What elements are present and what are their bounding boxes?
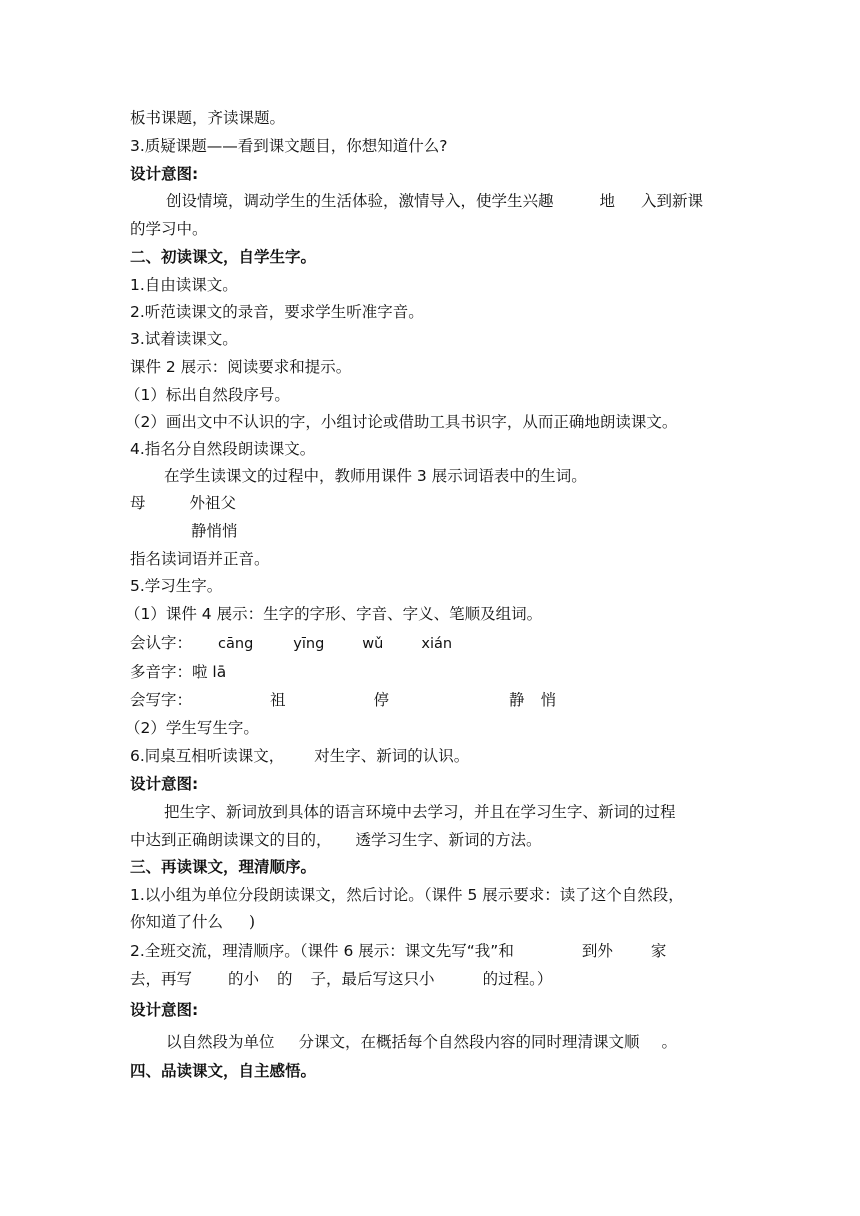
text-line: 2.听范读课文的录音，要求学生听准字音。 (130, 303, 424, 321)
section-heading: 四、品读课文，自主感悟。 (130, 1062, 317, 1080)
text-fragment: 入到新课 (641, 192, 704, 210)
text-fragment: 到外 (581, 942, 613, 960)
text-line: 在学生读课文的过程中，教师用课件 3 展示词语表中的生词。 (164, 467, 587, 485)
write-char: 悄 (540, 691, 557, 709)
text-fragment: 以自然段为单位 (166, 1033, 275, 1051)
section-label: 设计意图: (130, 775, 199, 793)
text-fragment: 2.全班交流，理清顺序。（课件 6 展示：课文先写“我”和 (130, 942, 514, 960)
pinyin: cāng (218, 636, 254, 652)
text-fragment: 的过程。） (482, 970, 553, 988)
pinyin: yīng (293, 636, 325, 652)
text-fragment: 地 (599, 192, 616, 210)
text-line (130, 969, 552, 989)
text-line (166, 1032, 677, 1052)
text-fragment: 子，最后写这只小 (310, 970, 435, 988)
text-line: 1.以小组为单位分段朗读课文，然后讨论。（课件 5 展示要求：读了这个自然段， (130, 886, 684, 904)
text-fragment: 透学习生字、新词的方法。 (355, 831, 542, 849)
text-line: 板书课题，齐读课题。 (130, 109, 286, 127)
text-line: 1.自由读课文。 (130, 276, 238, 294)
section-label: 设计意图: (130, 1001, 199, 1019)
text-line: 指名读词语并正音。 (130, 550, 270, 568)
text-line: （1）课件 4 展示：生字的字形、字音、字义、笔顺及组词。 (125, 605, 543, 623)
row-label: 会写字： (130, 691, 193, 709)
recognize-chars-row (130, 633, 452, 654)
text-fragment: 家 (650, 942, 667, 960)
section-heading: 三、再读课文，理清顺序。 (130, 858, 317, 876)
text-line: 3.质疑课题——看到课文题目，你想知道什么? (130, 137, 448, 155)
text-fragment: ) (249, 913, 256, 931)
write-char: 祖 (270, 691, 286, 709)
text-line: （2）学生写生字。 (125, 719, 259, 737)
text-line: 把生字、新词放到具体的语言环境中去学习，并且在学习生字、新词的过程 (164, 803, 676, 821)
write-char: 停 (373, 691, 390, 709)
text-line (130, 746, 469, 766)
pinyin: wǔ (362, 636, 384, 652)
word-item: 母 (130, 494, 146, 512)
text-fragment: 你知道了什么 (130, 913, 224, 931)
text-fragment: 。 (661, 1033, 678, 1051)
text-line: 3.试着读课文。 (130, 330, 238, 348)
text-line: 4.指名分自然段朗读课文。 (130, 440, 316, 458)
text-fragment: 的小 (228, 970, 260, 988)
text-line (130, 830, 542, 850)
write-chars-row (130, 690, 556, 710)
row-label: 会认字： (130, 634, 193, 652)
text-line (130, 941, 666, 961)
text-line: 课件 2 展示：阅读要求和提示。 (130, 358, 352, 376)
text-line: （1）标出自然段序号。 (125, 386, 290, 404)
text-fragment: 中达到正确朗读课文的目的， (130, 831, 332, 849)
text-fragment: 6.同桌互相听读课文， (130, 747, 285, 765)
text-fragment: 的 (277, 970, 293, 988)
write-char: 静 (509, 691, 525, 709)
text-line: 5.学习生字。 (130, 577, 223, 595)
text-line: 的学习中。 (130, 220, 208, 238)
text-fragment: 去，再写 (130, 970, 193, 988)
text-line: （2）画出文中不认识的字，小组讨论或借助工具书识字，从而正确地朗读课文。 (125, 413, 678, 431)
word-item: 外祖父 (189, 494, 237, 512)
text-fragment: 对生字、新词的认识。 (314, 747, 470, 765)
pinyin: xián (421, 636, 453, 652)
section-heading: 二、初读课文，自学生字。 (130, 248, 317, 266)
section-label: 设计意图: (130, 165, 199, 183)
text-line (166, 191, 703, 211)
text-fragment: 分课文，在概括每个自然段内容的同时理清课文顺 (298, 1033, 640, 1051)
word-item: 静悄悄 (191, 522, 238, 540)
text-line (130, 493, 236, 513)
text-line (130, 912, 255, 932)
text-fragment: 创设情境，调动学生的生活体验，激情导入，使学生兴趣 (166, 192, 554, 210)
text-line: 多音字：啦 lā (130, 663, 227, 681)
